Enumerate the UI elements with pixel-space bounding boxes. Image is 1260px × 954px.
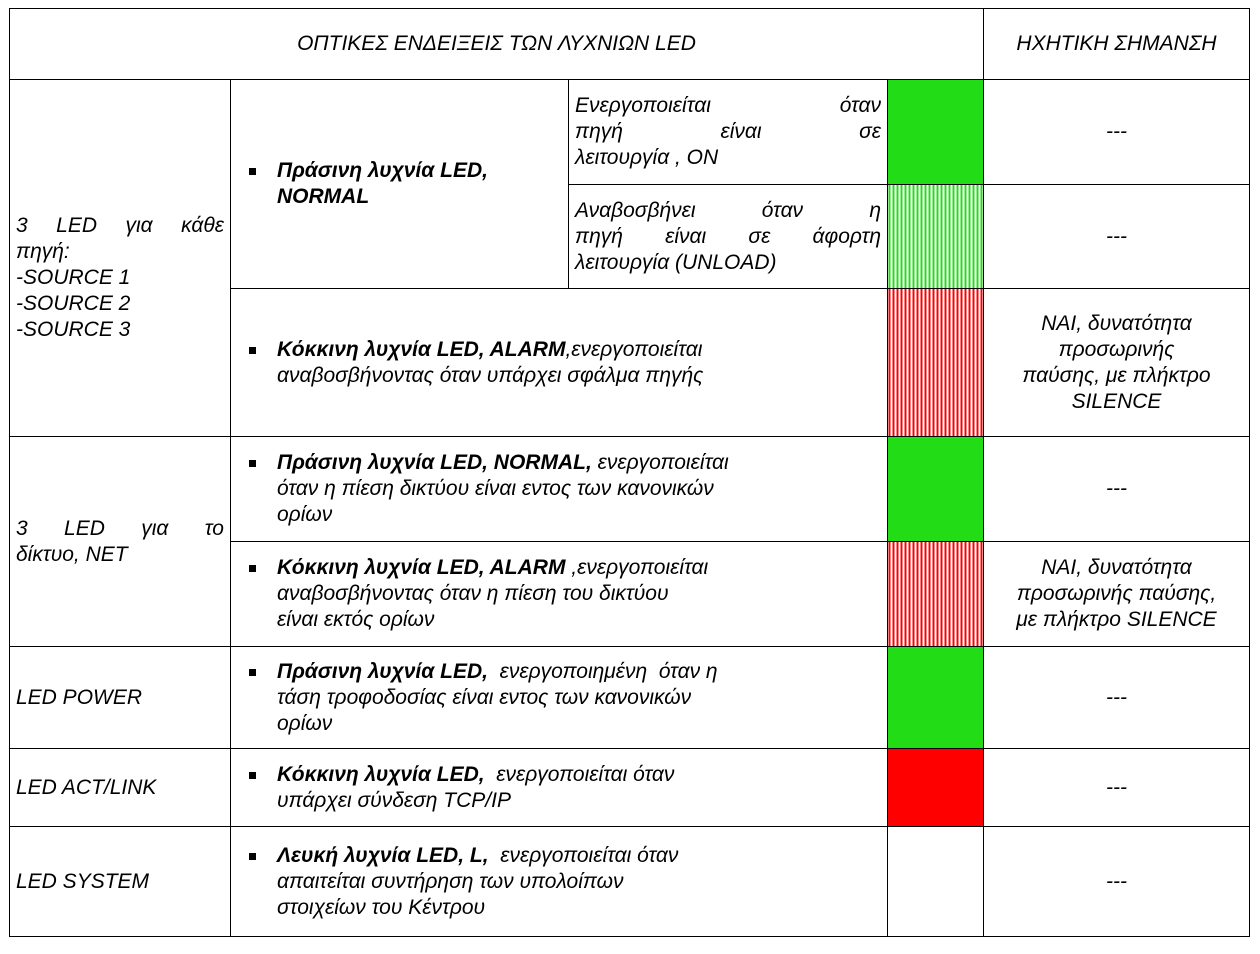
source-on-line1: Ενεργοποιείται όταν	[575, 94, 881, 117]
source-red-led-rest2: αναβοσβήνοντας όταν υπάρχει σφάλμα πηγής	[277, 363, 704, 387]
net-alarm-audio-line1: ΝΑΙ, δυνατότητα	[1041, 556, 1192, 579]
source-label-line1: 3 LED για κάθε	[16, 214, 224, 237]
system-led-cell	[231, 827, 888, 937]
source-label-line4: -SOURCE 2	[16, 292, 131, 315]
net-green-led-label: Πράσινη λυχνία LED, NORMAL,	[277, 451, 592, 474]
source-on-line3: λειτουργία , ON	[575, 146, 719, 169]
system-line3: στοιχείων του Κέντρου	[277, 895, 486, 919]
power-row	[10, 647, 1250, 749]
source-unload-line1: Αναβοσβήνει όταν η	[575, 198, 881, 222]
green-blinking-led-swatch	[888, 185, 984, 289]
source-on-line2: πηγή είναι σε	[575, 120, 881, 143]
net-normal-audio: ---	[984, 437, 1250, 542]
led-indications-table	[9, 8, 1250, 937]
source-label-line2: πηγή:	[16, 240, 70, 263]
source-red-led-cell	[231, 289, 888, 437]
source-green-led-label: Πράσινη λυχνία LED, NORMAL	[277, 159, 488, 208]
system-led-label: Λευκή λυχνία LED, L,	[277, 843, 489, 867]
source-green-led-cell	[231, 80, 569, 289]
red-blinking-led-swatch	[888, 289, 984, 437]
system-row	[10, 827, 1250, 937]
bullet-marker	[249, 460, 256, 467]
source-unload-description	[569, 185, 888, 289]
net-red-line1-rest: ,ενεργοποιείται	[565, 556, 709, 579]
act-link-line1-rest: ενεργοποιείται όταν	[484, 762, 675, 786]
power-led-label: Πράσινη λυχνία LED,	[277, 659, 488, 683]
power-led-cell	[231, 647, 888, 749]
source-unload-audio: ---	[984, 185, 1250, 289]
bullet-marker	[249, 853, 256, 860]
net-label-line2: δίκτυο, NET	[16, 542, 128, 566]
act-link-row	[10, 749, 1250, 827]
source-unload-line2: πηγή είναι σε άφορτη	[575, 224, 881, 248]
source-alarm-audio	[984, 289, 1250, 437]
net-red-led-cell	[231, 542, 888, 647]
source-on-audio: ---	[984, 80, 1250, 185]
net-red-line2: αναβοσβήνοντας όταν η πίεση του δικτύου	[277, 582, 669, 605]
system-line1-rest: ενεργοποιείται όταν	[488, 843, 679, 867]
bullet-marker	[249, 347, 256, 354]
green-led-swatch	[888, 647, 984, 749]
source-unload-line3: λειτουργία (UNLOAD)	[575, 250, 777, 274]
act-link-led-cell	[231, 749, 888, 827]
net-label-line1: 3 LED για το	[16, 516, 224, 540]
power-line1-rest: ενεργοποιημένη όταν η	[487, 659, 718, 683]
net-normal-row	[10, 437, 1250, 542]
net-group-label	[10, 437, 231, 647]
source-red-led-label: Κόκκινη λυχνία LED, ALARM	[277, 337, 566, 361]
source-alarm-audio-line4: SILENCE	[1071, 389, 1162, 413]
header-row	[10, 9, 1250, 80]
system-label: LED SYSTEM	[10, 827, 231, 937]
source-alarm-audio-line1: ΝΑΙ, δυνατότητα	[1041, 311, 1192, 335]
source-label-line3: -SOURCE 1	[16, 266, 131, 289]
act-link-line2: υπάρχει σύνδεση TCP/IP	[277, 788, 511, 812]
system-audio: ---	[984, 827, 1250, 937]
source-alarm-audio-line2: προσωρινής	[1058, 337, 1175, 361]
power-label: LED POWER	[10, 647, 231, 749]
net-green-line2: όταν η πίεση δικτύου είναι εντος των κανονικών	[277, 477, 714, 500]
act-link-led-label: Κόκκινη λυχνία LED,	[277, 762, 485, 786]
power-line2: τάση τροφοδοσίας είναι εντος των κανονικών	[277, 685, 692, 709]
net-alarm-audio-line3: με πλήκτρο SILENCE	[1016, 608, 1217, 631]
act-link-label: LED ACT/LINK	[10, 749, 231, 827]
net-green-line3: ορίων	[277, 503, 333, 526]
net-green-led-cell	[231, 437, 888, 542]
audio-signal-header: ΗΧΗΤΙΚΗ ΣΗΜΑΝΣΗ	[984, 9, 1250, 80]
bullet-marker	[249, 168, 256, 175]
net-alarm-audio-line2: προσωρινής παύσης,	[1016, 582, 1217, 605]
net-alarm-audio	[984, 542, 1250, 647]
power-audio: ---	[984, 647, 1250, 749]
red-led-swatch	[888, 749, 984, 827]
visual-indications-header: ΟΠΤΙΚΕΣ ΕΝΔΕΙΞΕΙΣ ΤΩΝ ΛΥΧΝΙΩΝ LED	[10, 9, 984, 80]
bullet-marker	[249, 772, 256, 779]
white-led-swatch	[888, 827, 984, 937]
bullet-marker	[249, 565, 256, 572]
net-red-line3: είναι εκτός ορίων	[277, 608, 435, 631]
bullet-marker	[249, 669, 256, 676]
green-led-swatch	[888, 437, 984, 542]
red-blinking-led-swatch	[888, 542, 984, 647]
green-led-swatch	[888, 80, 984, 185]
source-label-line5: -SOURCE 3	[16, 318, 131, 341]
act-link-audio: ---	[984, 749, 1250, 827]
source-red-led-rest1: ,ενεργοποιείται	[565, 337, 703, 361]
system-line2: απαιτείται συντήρηση των υπολοίπων	[277, 869, 624, 893]
source-on-description	[569, 80, 888, 185]
source-group-label	[10, 80, 231, 437]
power-line3: ορίων	[277, 711, 333, 735]
net-red-led-label: Κόκκινη λυχνία LED, ALARM	[277, 556, 566, 579]
source-on-row	[10, 80, 1250, 185]
net-green-line1-rest: ενεργοποιείται	[591, 451, 729, 474]
source-alarm-audio-line3: παύσης, με πλήκτρο	[1022, 363, 1211, 387]
